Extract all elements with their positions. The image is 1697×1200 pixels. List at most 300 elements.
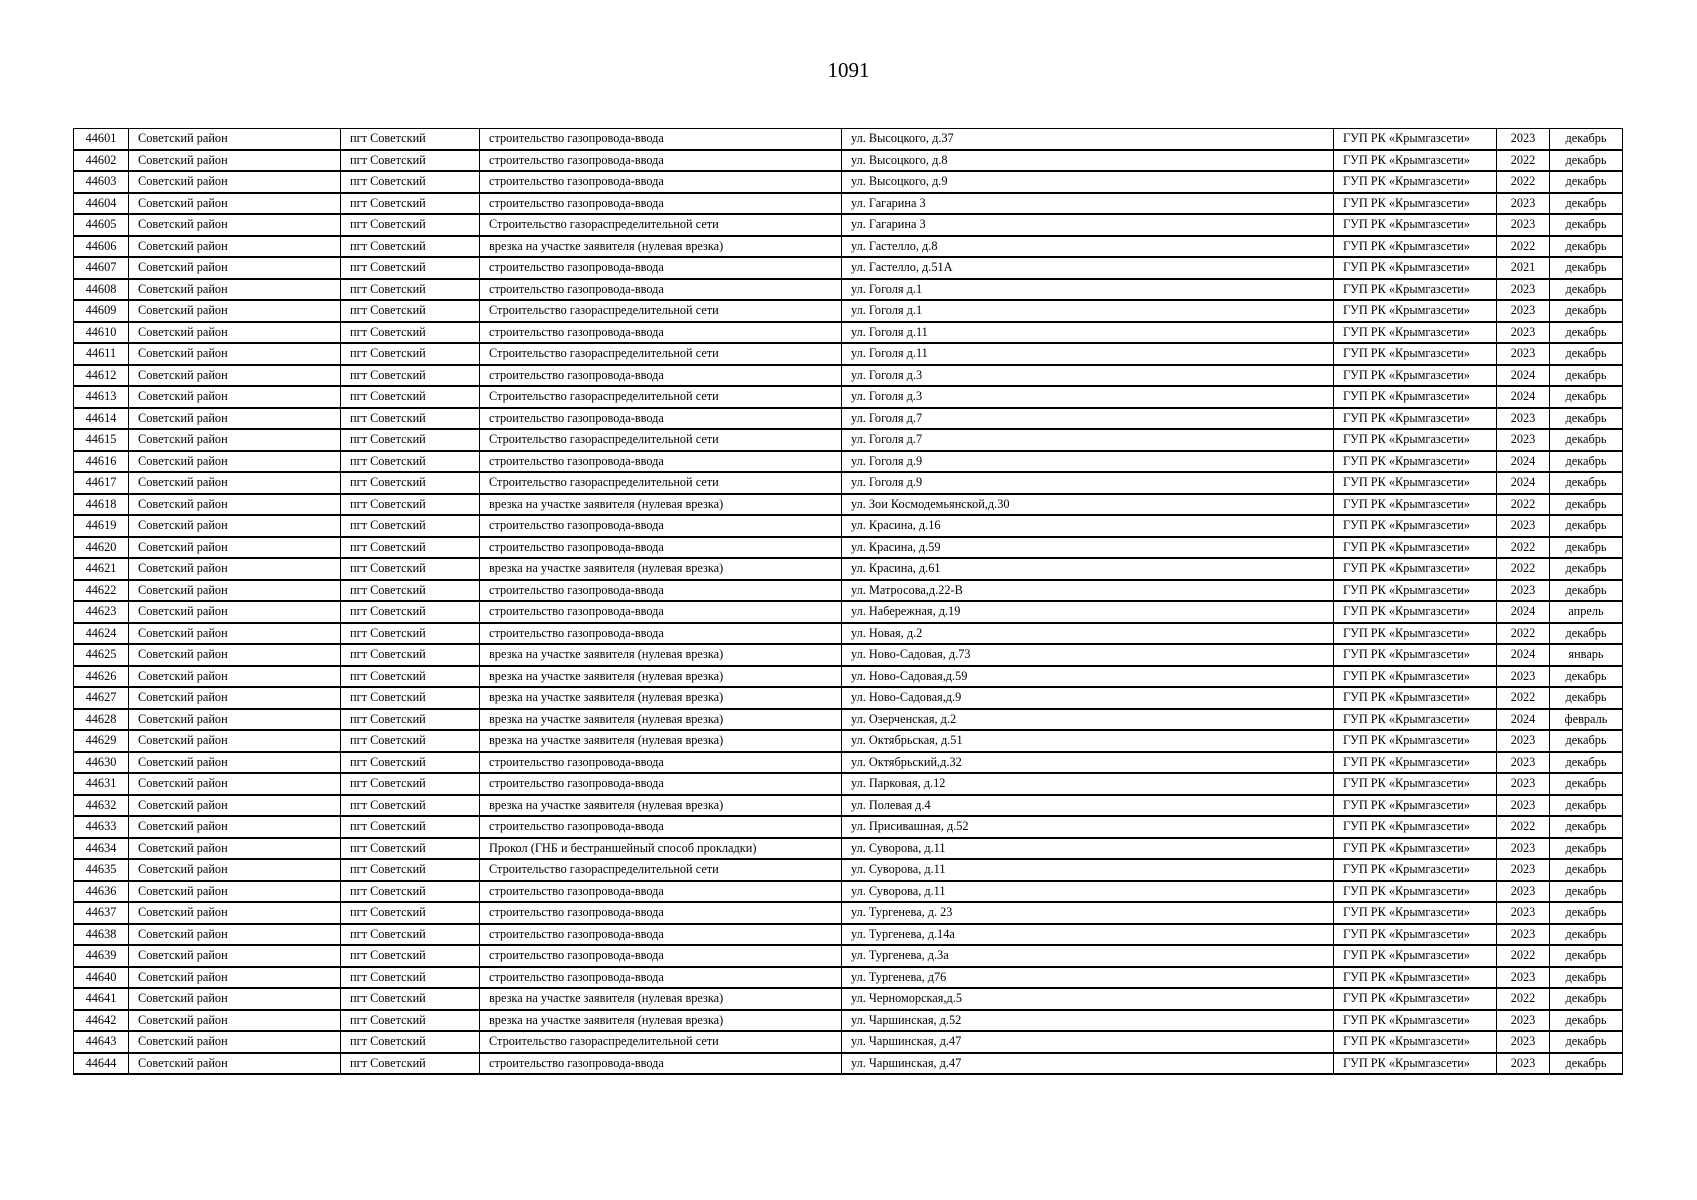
row-number-cell: 44613 xyxy=(74,386,129,408)
table-row xyxy=(74,924,1623,946)
table-row xyxy=(74,214,1623,236)
address-cell: ул. Полевая д.4 xyxy=(842,795,1334,817)
month-cell: декабрь xyxy=(1550,193,1623,215)
page-number: 1091 xyxy=(827,58,870,82)
row-number-cell: 44608 xyxy=(74,279,129,301)
settlement-cell: пгт Советский xyxy=(341,601,480,623)
settlement-cell: пгт Советский xyxy=(341,129,480,150)
settlement-cell: пгт Советский xyxy=(341,494,480,516)
work-type-cell: строительство газопровода-ввода xyxy=(480,408,842,430)
address-cell: ул. Новая, д.2 xyxy=(842,623,1334,645)
row-number-cell: 44624 xyxy=(74,623,129,645)
row-number-cell: 44638 xyxy=(74,924,129,946)
row-number-cell: 44607 xyxy=(74,257,129,279)
work-type-cell: строительство газопровода-ввода xyxy=(480,171,842,193)
month-cell: декабрь xyxy=(1550,967,1623,989)
organization-cell: ГУП РК «Крымгазсети» xyxy=(1334,408,1497,430)
organization-cell: ГУП РК «Крымгазсети» xyxy=(1334,193,1497,215)
work-type-cell: Строительство газораспределительной сети xyxy=(480,472,842,494)
address-cell: ул. Гоголя д.3 xyxy=(842,365,1334,387)
organization-cell: ГУП РК «Крымгазсети» xyxy=(1334,580,1497,602)
address-cell: ул. Гоголя д.7 xyxy=(842,408,1334,430)
work-type-cell: Строительство газораспределительной сети xyxy=(480,343,842,365)
address-cell: ул. Тургенева, д.14а xyxy=(842,924,1334,946)
row-number-cell: 44625 xyxy=(74,644,129,666)
table-row xyxy=(74,795,1623,817)
year-cell: 2021 xyxy=(1497,257,1550,279)
settlement-cell: пгт Советский xyxy=(341,902,480,924)
address-cell: ул. Высоцкого, д.8 xyxy=(842,150,1334,172)
district-cell: Советский район xyxy=(129,967,341,989)
month-cell: декабрь xyxy=(1550,494,1623,516)
district-cell: Советский район xyxy=(129,945,341,967)
month-cell: декабрь xyxy=(1550,171,1623,193)
row-number-cell: 44631 xyxy=(74,773,129,795)
organization-cell: ГУП РК «Крымгазсети» xyxy=(1334,257,1497,279)
organization-cell: ГУП РК «Крымгазсети» xyxy=(1334,343,1497,365)
month-cell: февраль xyxy=(1550,709,1623,731)
district-cell: Советский район xyxy=(129,859,341,881)
table-row xyxy=(74,257,1623,279)
district-cell: Советский район xyxy=(129,709,341,731)
address-cell: ул. Октябрьский,д.32 xyxy=(842,752,1334,774)
work-type-cell: Строительство газораспределительной сети xyxy=(480,214,842,236)
settlement-cell: пгт Советский xyxy=(341,816,480,838)
table-row xyxy=(74,365,1623,387)
address-cell: ул. Матросова,д.22-В xyxy=(842,580,1334,602)
row-number-cell: 44639 xyxy=(74,945,129,967)
month-cell: декабрь xyxy=(1550,429,1623,451)
organization-cell: ГУП РК «Крымгазсети» xyxy=(1334,429,1497,451)
organization-cell: ГУП РК «Крымгазсети» xyxy=(1334,838,1497,860)
settlement-cell: пгт Советский xyxy=(341,859,480,881)
organization-cell: ГУП РК «Крымгазсети» xyxy=(1334,730,1497,752)
district-cell: Советский район xyxy=(129,214,341,236)
year-cell: 2023 xyxy=(1497,343,1550,365)
row-number-cell: 44615 xyxy=(74,429,129,451)
table-row xyxy=(74,150,1623,172)
settlement-cell: пгт Советский xyxy=(341,838,480,860)
district-cell: Советский район xyxy=(129,1010,341,1032)
settlement-cell: пгт Советский xyxy=(341,1031,480,1053)
district-cell: Советский район xyxy=(129,171,341,193)
work-type-cell: врезка на участке заявителя (нулевая врезка) xyxy=(480,236,842,258)
organization-cell: ГУП РК «Крымгазсети» xyxy=(1334,988,1497,1010)
year-cell: 2023 xyxy=(1497,408,1550,430)
settlement-cell: пгт Советский xyxy=(341,558,480,580)
month-cell: декабрь xyxy=(1550,451,1623,473)
settlement-cell: пгт Советский xyxy=(341,537,480,559)
settlement-cell: пгт Советский xyxy=(341,666,480,688)
work-type-cell: Прокол (ГНБ и бестраншейный способ прокладки) xyxy=(480,838,842,860)
district-cell: Советский район xyxy=(129,687,341,709)
organization-cell: ГУП РК «Крымгазсети» xyxy=(1334,924,1497,946)
table-row xyxy=(74,193,1623,215)
district-cell: Советский район xyxy=(129,300,341,322)
year-cell: 2023 xyxy=(1497,214,1550,236)
month-cell: декабрь xyxy=(1550,408,1623,430)
work-type-cell: строительство газопровода-ввода xyxy=(480,1053,842,1075)
row-number-cell: 44642 xyxy=(74,1010,129,1032)
settlement-cell: пгт Советский xyxy=(341,236,480,258)
district-cell: Советский район xyxy=(129,494,341,516)
address-cell: ул. Тургенева, д76 xyxy=(842,967,1334,989)
district-cell: Советский район xyxy=(129,279,341,301)
organization-cell: ГУП РК «Крымгазсети» xyxy=(1334,816,1497,838)
district-cell: Советский район xyxy=(129,623,341,645)
district-cell: Советский район xyxy=(129,322,341,344)
settlement-cell: пгт Советский xyxy=(341,408,480,430)
row-number-cell: 44612 xyxy=(74,365,129,387)
address-cell: ул. Гагарина 3 xyxy=(842,214,1334,236)
district-cell: Советский район xyxy=(129,795,341,817)
settlement-cell: пгт Советский xyxy=(341,193,480,215)
year-cell: 2023 xyxy=(1497,1010,1550,1032)
settlement-cell: пгт Советский xyxy=(341,472,480,494)
settlement-cell: пгт Советский xyxy=(341,730,480,752)
table-row xyxy=(74,1010,1623,1032)
year-cell: 2022 xyxy=(1497,623,1550,645)
district-cell: Советский район xyxy=(129,988,341,1010)
address-cell: ул. Гоголя д.11 xyxy=(842,322,1334,344)
year-cell: 2023 xyxy=(1497,881,1550,903)
table-row xyxy=(74,343,1623,365)
row-number-cell: 44604 xyxy=(74,193,129,215)
organization-cell: ГУП РК «Крымгазсети» xyxy=(1334,365,1497,387)
district-cell: Советский район xyxy=(129,644,341,666)
address-cell: ул. Зои Космодемьянской,д.30 xyxy=(842,494,1334,516)
district-cell: Советский район xyxy=(129,515,341,537)
row-number-cell: 44634 xyxy=(74,838,129,860)
settlement-cell: пгт Советский xyxy=(341,967,480,989)
table-row xyxy=(74,1053,1623,1075)
district-cell: Советский район xyxy=(129,924,341,946)
month-cell: декабрь xyxy=(1550,386,1623,408)
work-type-cell: строительство газопровода-ввода xyxy=(480,537,842,559)
row-number-cell: 44633 xyxy=(74,816,129,838)
work-type-cell: строительство газопровода-ввода xyxy=(480,924,842,946)
address-cell: ул. Красина, д.16 xyxy=(842,515,1334,537)
table-row xyxy=(74,129,1623,150)
address-cell: ул. Чаршинская, д.52 xyxy=(842,1010,1334,1032)
district-cell: Советский район xyxy=(129,150,341,172)
year-cell: 2023 xyxy=(1497,795,1550,817)
settlement-cell: пгт Советский xyxy=(341,451,480,473)
year-cell: 2022 xyxy=(1497,236,1550,258)
address-cell: ул. Ново-Садовая,д.9 xyxy=(842,687,1334,709)
month-cell: декабрь xyxy=(1550,343,1623,365)
row-number-cell: 44630 xyxy=(74,752,129,774)
address-cell: ул. Гоголя д.11 xyxy=(842,343,1334,365)
address-cell: ул. Черноморская,д.5 xyxy=(842,988,1334,1010)
settlement-cell: пгт Советский xyxy=(341,752,480,774)
month-cell: декабрь xyxy=(1550,795,1623,817)
organization-cell: ГУП РК «Крымгазсети» xyxy=(1334,644,1497,666)
row-number-cell: 44628 xyxy=(74,709,129,731)
year-cell: 2023 xyxy=(1497,193,1550,215)
organization-cell: ГУП РК «Крымгазсети» xyxy=(1334,709,1497,731)
year-cell: 2023 xyxy=(1497,967,1550,989)
district-cell: Советский район xyxy=(129,1053,341,1075)
work-type-cell: врезка на участке заявителя (нулевая врезка) xyxy=(480,795,842,817)
year-cell: 2023 xyxy=(1497,838,1550,860)
table-row xyxy=(74,709,1623,731)
district-cell: Советский район xyxy=(129,408,341,430)
month-cell: декабрь xyxy=(1550,881,1623,903)
work-type-cell: строительство газопровода-ввода xyxy=(480,129,842,150)
district-cell: Советский район xyxy=(129,881,341,903)
organization-cell: ГУП РК «Крымгазсети» xyxy=(1334,472,1497,494)
year-cell: 2023 xyxy=(1497,752,1550,774)
year-cell: 2024 xyxy=(1497,709,1550,731)
month-cell: декабрь xyxy=(1550,666,1623,688)
organization-cell: ГУП РК «Крымгазсети» xyxy=(1334,601,1497,623)
address-cell: ул. Красина, д.59 xyxy=(842,537,1334,559)
month-cell: декабрь xyxy=(1550,1031,1623,1053)
settlement-cell: пгт Советский xyxy=(341,515,480,537)
settlement-cell: пгт Советский xyxy=(341,257,480,279)
settlement-cell: пгт Советский xyxy=(341,945,480,967)
district-cell: Советский район xyxy=(129,1031,341,1053)
district-cell: Советский район xyxy=(129,580,341,602)
year-cell: 2022 xyxy=(1497,494,1550,516)
gas-works-table xyxy=(73,128,1623,1075)
row-number-cell: 44601 xyxy=(74,129,129,150)
organization-cell: ГУП РК «Крымгазсети» xyxy=(1334,687,1497,709)
settlement-cell: пгт Советский xyxy=(341,644,480,666)
organization-cell: ГУП РК «Крымгазсети» xyxy=(1334,773,1497,795)
month-cell: декабрь xyxy=(1550,902,1623,924)
address-cell: ул. Гоголя д.1 xyxy=(842,300,1334,322)
row-number-cell: 44610 xyxy=(74,322,129,344)
year-cell: 2023 xyxy=(1497,773,1550,795)
month-cell: декабрь xyxy=(1550,537,1623,559)
settlement-cell: пгт Советский xyxy=(341,365,480,387)
row-number-cell: 44636 xyxy=(74,881,129,903)
address-cell: ул. Высоцкого, д.9 xyxy=(842,171,1334,193)
settlement-cell: пгт Советский xyxy=(341,150,480,172)
address-cell: ул. Красина, д.61 xyxy=(842,558,1334,580)
settlement-cell: пгт Советский xyxy=(341,386,480,408)
month-cell: декабрь xyxy=(1550,322,1623,344)
address-cell: ул. Тургенева, д. 23 xyxy=(842,902,1334,924)
work-type-cell: строительство газопровода-ввода xyxy=(480,451,842,473)
month-cell: декабрь xyxy=(1550,257,1623,279)
organization-cell: ГУП РК «Крымгазсети» xyxy=(1334,623,1497,645)
table-row xyxy=(74,687,1623,709)
work-type-cell: Строительство газораспределительной сети xyxy=(480,1031,842,1053)
organization-cell: ГУП РК «Крымгазсети» xyxy=(1334,171,1497,193)
table-row xyxy=(74,494,1623,516)
table-row xyxy=(74,1031,1623,1053)
table-body xyxy=(74,129,1623,1075)
address-cell: ул. Набережная, д.19 xyxy=(842,601,1334,623)
settlement-cell: пгт Советский xyxy=(341,924,480,946)
district-cell: Советский район xyxy=(129,752,341,774)
table-row xyxy=(74,279,1623,301)
year-cell: 2024 xyxy=(1497,472,1550,494)
organization-cell: ГУП РК «Крымгазсети» xyxy=(1334,859,1497,881)
work-type-cell: врезка на участке заявителя (нулевая врезка) xyxy=(480,709,842,731)
settlement-cell: пгт Советский xyxy=(341,687,480,709)
month-cell: декабрь xyxy=(1550,623,1623,645)
settlement-cell: пгт Советский xyxy=(341,429,480,451)
address-cell: ул. Гоголя д.9 xyxy=(842,451,1334,473)
table-row xyxy=(74,322,1623,344)
table-row xyxy=(74,988,1623,1010)
address-cell: ул. Озерченская, д.2 xyxy=(842,709,1334,731)
year-cell: 2023 xyxy=(1497,730,1550,752)
row-number-cell: 44626 xyxy=(74,666,129,688)
row-number-cell: 44605 xyxy=(74,214,129,236)
month-cell: декабрь xyxy=(1550,687,1623,709)
month-cell: декабрь xyxy=(1550,472,1623,494)
district-cell: Советский район xyxy=(129,558,341,580)
settlement-cell: пгт Советский xyxy=(341,773,480,795)
address-cell: ул. Гоголя д.1 xyxy=(842,279,1334,301)
work-type-cell: врезка на участке заявителя (нулевая врезка) xyxy=(480,730,842,752)
row-number-cell: 44611 xyxy=(74,343,129,365)
year-cell: 2022 xyxy=(1497,816,1550,838)
address-cell: ул. Ново-Садовая, д.73 xyxy=(842,644,1334,666)
organization-cell: ГУП РК «Крымгазсети» xyxy=(1334,666,1497,688)
year-cell: 2023 xyxy=(1497,1031,1550,1053)
year-cell: 2023 xyxy=(1497,279,1550,301)
table-row xyxy=(74,580,1623,602)
district-cell: Советский район xyxy=(129,386,341,408)
row-number-cell: 44641 xyxy=(74,988,129,1010)
address-cell: ул. Октябрьская, д.51 xyxy=(842,730,1334,752)
row-number-cell: 44618 xyxy=(74,494,129,516)
work-type-cell: врезка на участке заявителя (нулевая врезка) xyxy=(480,666,842,688)
row-number-cell: 44635 xyxy=(74,859,129,881)
organization-cell: ГУП РК «Крымгазсети» xyxy=(1334,1031,1497,1053)
district-cell: Советский район xyxy=(129,472,341,494)
table-row xyxy=(74,386,1623,408)
table-row xyxy=(74,752,1623,774)
work-type-cell: строительство газопровода-ввода xyxy=(480,322,842,344)
table-row xyxy=(74,623,1623,645)
address-cell: ул. Суворова, д.11 xyxy=(842,838,1334,860)
district-cell: Советский район xyxy=(129,129,341,150)
row-number-cell: 44644 xyxy=(74,1053,129,1075)
table-row xyxy=(74,451,1623,473)
year-cell: 2022 xyxy=(1497,537,1550,559)
row-number-cell: 44640 xyxy=(74,967,129,989)
address-cell: ул. Высоцкого, д.37 xyxy=(842,129,1334,150)
district-cell: Советский район xyxy=(129,257,341,279)
organization-cell: ГУП РК «Крымгазсети» xyxy=(1334,494,1497,516)
settlement-cell: пгт Советский xyxy=(341,795,480,817)
month-cell: декабрь xyxy=(1550,752,1623,774)
settlement-cell: пгт Советский xyxy=(341,214,480,236)
district-cell: Советский район xyxy=(129,429,341,451)
row-number-cell: 44637 xyxy=(74,902,129,924)
address-cell: ул. Ново-Садовая,д.59 xyxy=(842,666,1334,688)
address-cell: ул. Присивашная, д.52 xyxy=(842,816,1334,838)
district-cell: Советский район xyxy=(129,365,341,387)
settlement-cell: пгт Советский xyxy=(341,881,480,903)
row-number-cell: 44621 xyxy=(74,558,129,580)
work-type-cell: строительство газопровода-ввода xyxy=(480,752,842,774)
year-cell: 2022 xyxy=(1497,988,1550,1010)
year-cell: 2023 xyxy=(1497,902,1550,924)
row-number-cell: 44619 xyxy=(74,515,129,537)
month-cell: декабрь xyxy=(1550,365,1623,387)
year-cell: 2023 xyxy=(1497,666,1550,688)
work-type-cell: строительство газопровода-ввода xyxy=(480,881,842,903)
work-type-cell: Строительство газораспределительной сети xyxy=(480,386,842,408)
table-row xyxy=(74,859,1623,881)
month-cell: декабрь xyxy=(1550,236,1623,258)
year-cell: 2023 xyxy=(1497,322,1550,344)
organization-cell: ГУП РК «Крымгазсети» xyxy=(1334,386,1497,408)
address-cell: ул. Гоголя д.7 xyxy=(842,429,1334,451)
organization-cell: ГУП РК «Крымгазсети» xyxy=(1334,752,1497,774)
table-row xyxy=(74,967,1623,989)
year-cell: 2023 xyxy=(1497,580,1550,602)
address-cell: ул. Суворова, д.11 xyxy=(842,859,1334,881)
table-row xyxy=(74,773,1623,795)
year-cell: 2023 xyxy=(1497,515,1550,537)
table-row xyxy=(74,300,1623,322)
month-cell: декабрь xyxy=(1550,279,1623,301)
month-cell: декабрь xyxy=(1550,816,1623,838)
work-type-cell: строительство газопровода-ввода xyxy=(480,257,842,279)
settlement-cell: пгт Советский xyxy=(341,623,480,645)
table-row xyxy=(74,838,1623,860)
table-row xyxy=(74,644,1623,666)
organization-cell: ГУП РК «Крымгазсети» xyxy=(1334,967,1497,989)
row-number-cell: 44622 xyxy=(74,580,129,602)
district-cell: Советский район xyxy=(129,902,341,924)
month-cell: декабрь xyxy=(1550,214,1623,236)
month-cell: декабрь xyxy=(1550,773,1623,795)
month-cell: декабрь xyxy=(1550,129,1623,150)
table-row xyxy=(74,816,1623,838)
address-cell: ул. Гоголя д.3 xyxy=(842,386,1334,408)
year-cell: 2023 xyxy=(1497,924,1550,946)
row-number-cell: 44616 xyxy=(74,451,129,473)
organization-cell: ГУП РК «Крымгазсети» xyxy=(1334,451,1497,473)
settlement-cell: пгт Советский xyxy=(341,988,480,1010)
organization-cell: ГУП РК «Крымгазсети» xyxy=(1334,945,1497,967)
work-type-cell: врезка на участке заявителя (нулевая врезка) xyxy=(480,494,842,516)
work-type-cell: врезка на участке заявителя (нулевая врезка) xyxy=(480,1010,842,1032)
table-row xyxy=(74,666,1623,688)
year-cell: 2023 xyxy=(1497,429,1550,451)
row-number-cell: 44606 xyxy=(74,236,129,258)
month-cell: декабрь xyxy=(1550,558,1623,580)
row-number-cell: 44617 xyxy=(74,472,129,494)
table-row xyxy=(74,881,1623,903)
month-cell: декабрь xyxy=(1550,945,1623,967)
month-cell: январь xyxy=(1550,644,1623,666)
year-cell: 2024 xyxy=(1497,365,1550,387)
year-cell: 2024 xyxy=(1497,451,1550,473)
month-cell: декабрь xyxy=(1550,150,1623,172)
settlement-cell: пгт Советский xyxy=(341,343,480,365)
settlement-cell: пгт Советский xyxy=(341,322,480,344)
work-type-cell: врезка на участке заявителя (нулевая врезка) xyxy=(480,644,842,666)
organization-cell: ГУП РК «Крымгазсети» xyxy=(1334,515,1497,537)
table-row xyxy=(74,171,1623,193)
month-cell: декабрь xyxy=(1550,1053,1623,1075)
settlement-cell: пгт Советский xyxy=(341,279,480,301)
year-cell: 2022 xyxy=(1497,687,1550,709)
row-number-cell: 44623 xyxy=(74,601,129,623)
work-type-cell: врезка на участке заявителя (нулевая врезка) xyxy=(480,687,842,709)
